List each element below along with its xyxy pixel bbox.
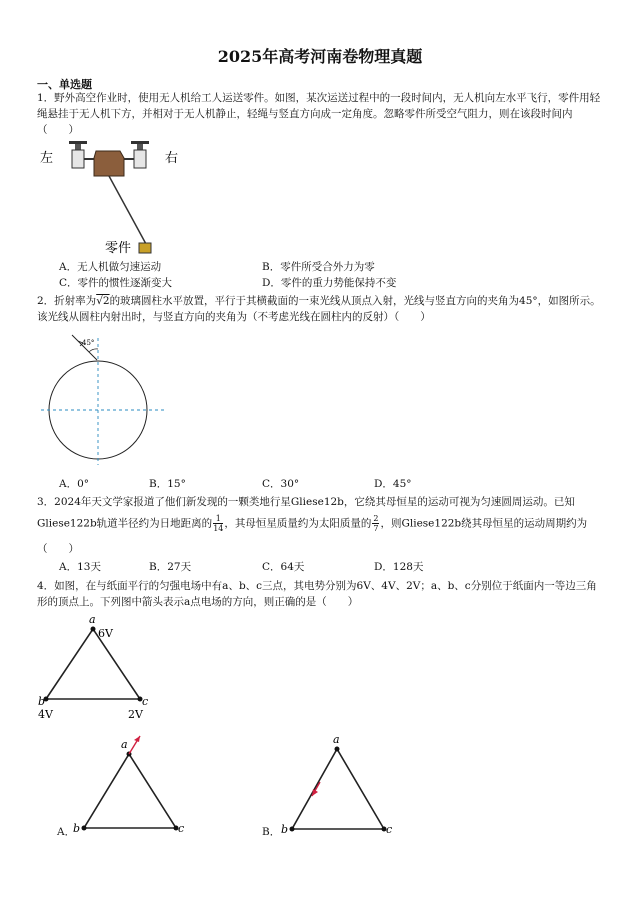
- left-rotor-blade: [69, 141, 87, 144]
- opt-b-label-c: c: [386, 823, 393, 836]
- q3-line2-c: ，则Gliese122b绕其母恒星的运动周期约为: [380, 517, 588, 530]
- fraction-1-14-den: 14: [213, 524, 224, 533]
- q1-drone-figure: [30, 138, 230, 260]
- section-heading: 一、单选题: [37, 78, 92, 91]
- right-motor: [134, 150, 146, 168]
- q2-option-b: B．15°: [149, 478, 186, 490]
- opt-a-label-c: c: [178, 822, 185, 835]
- q3-option-a: A．13天: [59, 561, 101, 573]
- point-a: [91, 627, 96, 632]
- rope: [109, 176, 146, 244]
- right-rotor-hub: [137, 144, 143, 150]
- q3-option-c: C．64天: [262, 561, 305, 573]
- part-box: [139, 243, 151, 253]
- q1-option-a: A．无人机做匀速运动: [59, 261, 162, 273]
- left-motor: [72, 150, 84, 168]
- opt-a-label-a: a: [121, 738, 128, 751]
- q4-option-a-figure: [70, 728, 200, 838]
- left-rotor-hub: [75, 144, 81, 150]
- q4-option-a-label: A．: [57, 826, 76, 838]
- fraction-2-7-num: 2: [373, 514, 379, 523]
- label-c: c: [142, 695, 149, 708]
- q1-text: 1．野外高空作业时，使用无人机给工人运送零件。如图，某次运送过程中的一段时间内，无人机向左水平飞行，零件用轻绳悬挂于无人机下方，并相对于无人机静止，轻绳与竖直方向成一定角度。忽略零件所受空气阻力，则在该段时间内（ ）: [37, 92, 601, 136]
- q2-angle-label: 45°: [82, 339, 95, 347]
- q4-main-triangle: [30, 612, 170, 727]
- drone-body: [94, 151, 124, 176]
- fraction-1-14: [213, 514, 223, 533]
- angle-arc: [89, 349, 98, 352]
- opt-b-label-b: b: [281, 823, 289, 836]
- q2-option-a: A．0°: [59, 478, 90, 490]
- label-a: a: [89, 613, 96, 626]
- q1-left-label: 左: [40, 151, 54, 166]
- q2-text: [37, 293, 607, 325]
- page-title: 2025年高考河南卷物理真题: [217, 47, 423, 66]
- opt-b-label-a: a: [333, 733, 340, 746]
- potential-b: 4V: [38, 708, 53, 721]
- q3-line3: （ ）: [37, 543, 79, 555]
- q2-text-post: 的玻璃圆柱水平放置，平行于其横截面的一束光线从顶点入射，光线与竖直方向的夹角为45°，如图所示。该光线从圆柱内射出时，与竖直方向的夹角为（不考虑光线在圆柱内的反射）（ ）: [37, 295, 601, 323]
- fraction-1-14-num: 1: [213, 514, 223, 524]
- q3-line2-a: Gliese122b轨道半径约为日地距离的: [37, 517, 213, 530]
- q2-text-pre: 2．折射率为: [37, 295, 97, 307]
- potential-c: 2V: [128, 708, 143, 721]
- potential-a: 6V: [98, 627, 113, 640]
- q3-line2-b: ，其母恒星质量约为太阳质量的: [224, 517, 372, 530]
- fraction-2-7-den: 7: [373, 524, 379, 533]
- opt-a-label-b: b: [73, 822, 81, 835]
- q4-option-b-label: B．: [262, 826, 281, 838]
- fraction-2-7: [372, 514, 379, 533]
- q2-option-d: D．45°: [374, 478, 412, 490]
- right-rotor-blade: [131, 141, 149, 144]
- q2-option-c: C．30°: [262, 478, 300, 490]
- q1-option-b: B．零件所受合外力为零: [262, 261, 375, 273]
- q1-right-label: 右: [165, 151, 179, 166]
- label-b: b: [38, 695, 46, 708]
- q1-option-c: C．零件的惯性逐渐变大: [59, 277, 173, 289]
- q2-cylinder-figure: [38, 330, 168, 470]
- q3-option-d: D．128天: [374, 561, 424, 573]
- q3-option-b: B．27天: [149, 561, 192, 573]
- q3-line2: [37, 514, 607, 533]
- q1-part-label: 零件: [105, 241, 132, 256]
- q4-text: 4．如图，在与纸面平行的匀强电场中有a、b、c三点，其电势分别为6V、4V、2V；a、b、c分别位于纸面内一等边三角形的顶点上。下列图中箭头表示a点电场的方向，则正确的是（ ）: [37, 580, 597, 608]
- q1-option-d: D．零件的重力势能保持不变: [262, 277, 397, 289]
- q2-sqrt2: √2: [96, 295, 110, 307]
- q4-option-b-figure: [278, 732, 408, 840]
- q3-line1: 3．2024年天文学家报道了他们新发现的一颗类地行星Gliese12b，它绕其母恒星的运动可视为匀速圆周运动。已知: [37, 496, 575, 508]
